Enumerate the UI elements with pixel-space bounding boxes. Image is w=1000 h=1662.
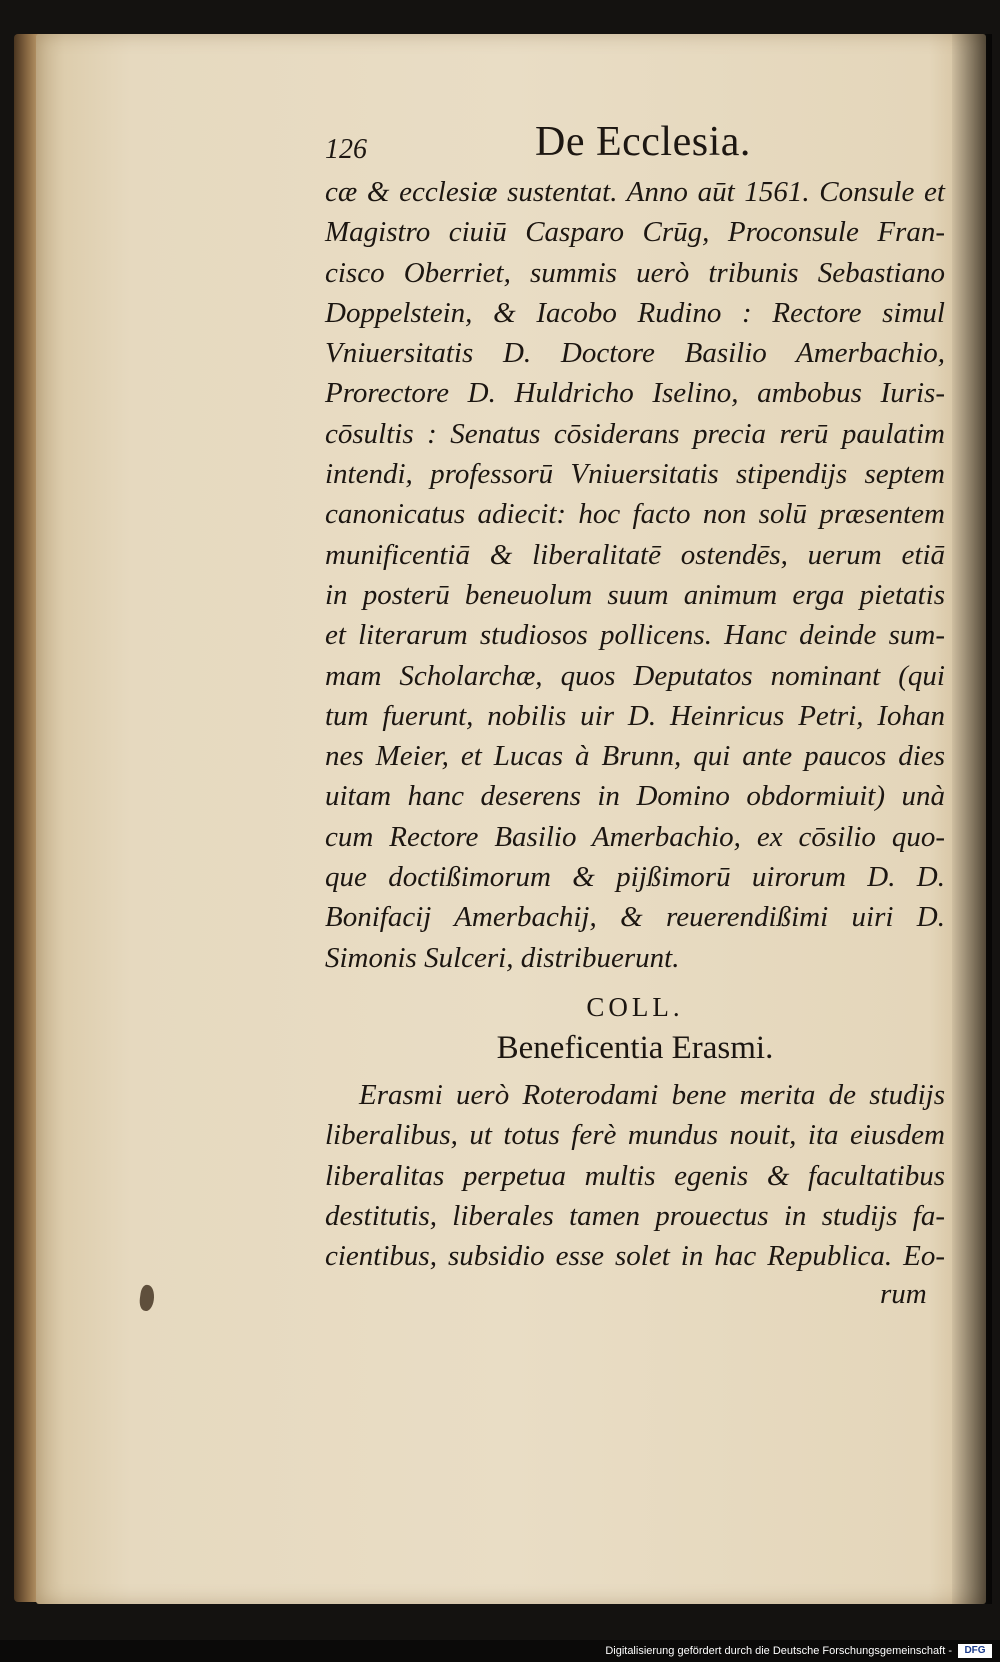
text-line: munificentiā & liberalitatē ostendēs, uerum etiā	[325, 538, 945, 571]
text-line: liberalibus, ut totus ferè mundus nouit, ita eiusdem	[325, 1119, 945, 1152]
text-line: cum Rectore Basilio Amerbachio, ex cōsilio quo-	[325, 820, 945, 853]
text-line: cæ & ecclesiæ sustentat. Anno aūt 1561. Consule et	[325, 176, 945, 208]
text-line: cōsultis : Senatus cōsiderans precia rerū paulatim	[325, 417, 945, 450]
text-line: Simonis Sulceri, distribuerunt.	[325, 941, 680, 974]
text-line: nes Meier, et Lucas à Brunn, qui ante paucos dies	[325, 740, 945, 773]
dfg-logo: DFG	[958, 1644, 992, 1658]
text-line: que doctißimorum & pijßimorū uirorum D. D.	[325, 861, 945, 894]
body-text-2	[325, 1075, 945, 1276]
text-line: cientibus, subsidio esse solet in hac Republica. Eo-	[325, 1240, 945, 1273]
page-number: 126	[325, 134, 367, 165]
text-line: destitutis, liberales tamen prouectus in studijs fa-	[325, 1199, 945, 1232]
text-line: et literarum studiosos pollicens. Hanc deinde sum-	[325, 619, 945, 652]
text-line: tum fuerunt, nobilis uir D. Heinricus Petri, Iohan	[325, 699, 945, 732]
running-head: De Ecclesia.	[535, 119, 751, 165]
text-line: cisco Oberriet, summis uerò tribunis Sebastiano	[325, 256, 945, 289]
text-line: mam Scholarchæ, quos Deputatos nominant (qui	[325, 659, 945, 692]
gutter-shadow	[952, 34, 992, 1604]
text-line: Prorectore D. Huldricho Iselino, ambobus Iuris-	[325, 377, 945, 410]
text-line: canonicatus adiecit: hoc facto non solū præsentem	[325, 498, 945, 531]
text-line: in posterū beneuolum suum animum erga pietatis	[325, 578, 945, 611]
text-line: liberalitas perpetua multis egenis & facultatibus	[325, 1159, 945, 1192]
text-line: Magistro ciuiū Casparo Crūg, Proconsule Fran-	[325, 216, 945, 249]
catchword: rum	[880, 1278, 927, 1310]
section-title: Beneficentia Erasmi.	[496, 1030, 774, 1066]
page-header	[325, 118, 805, 174]
footer-credit: Digitalisierung gefördert durch die Deutsche Forschungsgemeinschaft -	[605, 1645, 952, 1657]
text-line: Erasmi uerò Roterodami bene merita de studijs	[359, 1079, 945, 1111]
body-text	[325, 172, 945, 978]
text-line: Vniuersitatis D. Doctore Basilio Amerbachio,	[325, 337, 945, 370]
text-line: intendi, professorū Vniuersitatis stipendijs septem	[325, 458, 945, 491]
text-line: uitam hanc deserens in Domino obdormiuit) unà	[325, 780, 945, 813]
section-label: COLL.	[586, 992, 684, 1022]
text-line: Bonifacij Amerbachij, & reuerendißimi uiri D.	[325, 901, 945, 934]
text-line: Doppelstein, & Iacobo Rudino : Rectore simul	[325, 296, 945, 329]
